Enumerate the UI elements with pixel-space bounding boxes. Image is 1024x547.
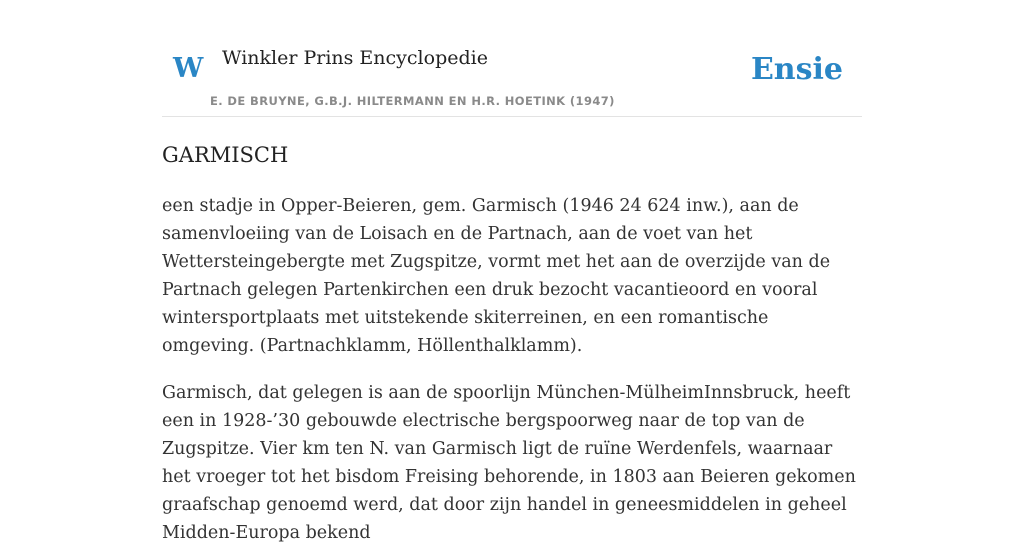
entry-paragraph-2: Garmisch, dat gelegen is aan de spoorlijn München-MülheimInnsbruck, heeft een in 1928-’30 gebouwde electrische bergspoorweg naar de top van de Zugspitze. Vier km ten N. van Garmisch ligt de ruïne Werdenfels, waarnaar het vroeger tot het bisdom Freising behorende, in 1803 aan Beieren gekomen graafschap genoemd werd, dat door zijn handel in geneesmiddelen in geheel Midden-Europa bekend: [162, 383, 856, 543]
encyclopedia-title[interactable]: Winkler Prins Encyclopedie: [222, 47, 488, 69]
ensie-logo-link[interactable]: Ensie: [750, 52, 843, 87]
encyclopedia-authors: E. DE BRUYNE, G.B.J. HILTERMANN EN H.R. HOETINK (1947): [210, 94, 615, 108]
article: [162, 138, 862, 547]
site-header: [162, 0, 862, 117]
entry-title: GARMISCH: [162, 143, 289, 167]
winkler-prins-logo[interactable]: W: [173, 53, 204, 84]
entry-paragraph-1: een stadje in Opper-Beieren, gem. Garmisch (1946 24 624 inw.), aan de samenvloeiing van de Loisach en de Partnach, aan de voet van het Wettersteingebergte met Zugspitze, vormt met het aan de overzijde van de Partnach gelegen Partenkirchen een druk bezocht vacantieoord en vooral wintersportplaats met uitstekende skiterreinen, en een romantische omgeving. (Partnachklamm, Höllenthalklamm).: [162, 196, 831, 356]
